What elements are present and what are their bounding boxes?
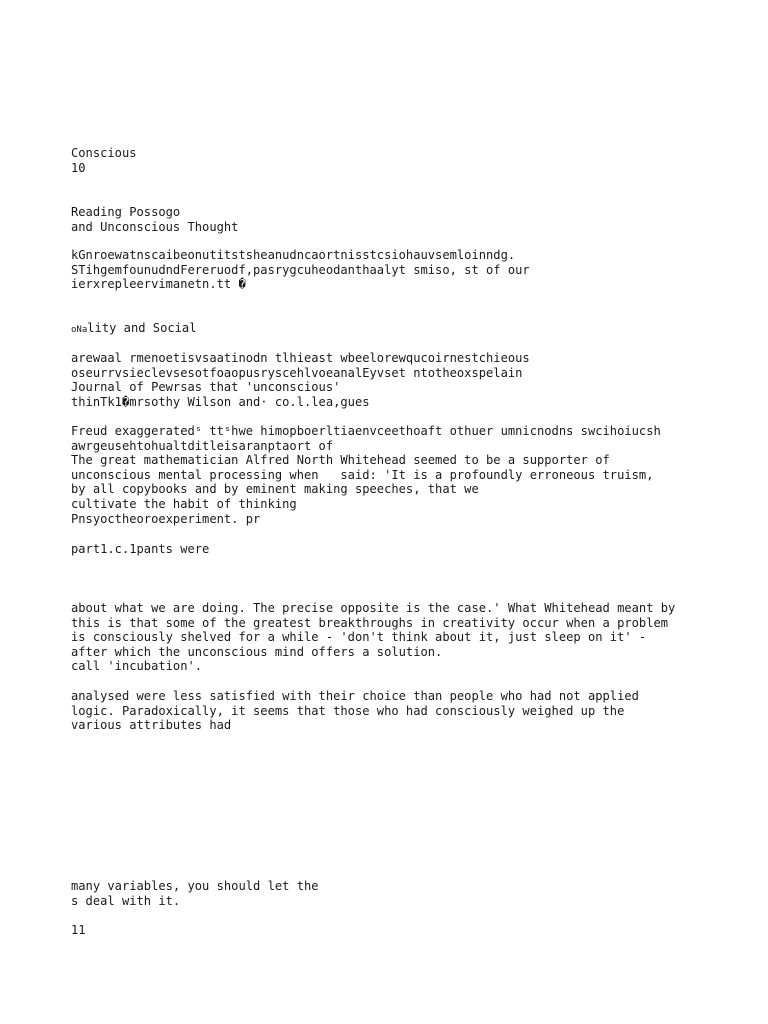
paragraph-line: oseurrvsieclevsesotfoaopusryscehlvoeanalEyvset ntotheoxspelain bbox=[71, 365, 523, 380]
paragraph-line: logic. Paradoxically, it seems that those who had consciously weighed up the bbox=[71, 703, 625, 718]
paragraph-line: kGnroewatnscaibeonutitstsheanudncaortnisstcsiohauvsemloinndg. bbox=[71, 248, 516, 262]
paragraph-three bbox=[71, 601, 748, 674]
paragraph-line: many variables, you should let the bbox=[71, 879, 319, 893]
paragraph-line: analysed were less satisfied with their choice than people who had not applied bbox=[71, 689, 639, 703]
paragraph-line: this is that some of the greatest breakthroughs in creativity occur when a problem bbox=[71, 615, 669, 630]
page-footer bbox=[71, 923, 748, 938]
paragraph-line: Freud exaggeratedˢ ttˢhwe himopboerltiaenvceethoaft othuer umnicnodns swcihoiucsh bbox=[71, 424, 661, 438]
paragraph-line: thinTk1�mrsothy Wilson and· co.l.lea,gues bbox=[71, 394, 370, 409]
footer-page-number: 11 bbox=[71, 923, 86, 937]
intro-paragraph bbox=[71, 248, 748, 292]
section-prefix: oNa bbox=[71, 325, 88, 335]
paragraph-line: about what we are doing. The precise opposite is the case.' What Whitehead meant by bbox=[71, 601, 676, 615]
heading-line: and Unconscious Thought bbox=[71, 219, 239, 234]
paragraph-line: STihgemfounudndFereruodf,pasrygcuheodanthaalyt smiso, st of our bbox=[71, 262, 530, 277]
paragraph-line: ierxrepleervimanetn.tt � bbox=[71, 277, 246, 292]
paragraph-line: arewaal rmenoetisvsaatinodn tlhieast wbeelorewqucoirnestchieous bbox=[71, 351, 530, 365]
paragraph-line: awrgeusehtohualtditleisaranptaort of bbox=[71, 438, 334, 453]
section-title: lity and Social bbox=[87, 321, 197, 335]
paragraph-line: various attributes had bbox=[71, 718, 232, 733]
paragraph-line: cultivate the habit of thinking bbox=[71, 496, 297, 511]
paragraph-line: The great mathematician Alfred North Whitehead seemed to be a supporter of bbox=[71, 453, 610, 468]
heading-line: Reading Possogo bbox=[71, 205, 181, 219]
paragraph-line: by all copybooks and by eminent making speeches, that we bbox=[71, 482, 479, 497]
paragraph-line: part1.c.1pants were bbox=[71, 542, 210, 556]
paragraph-line: unconscious mental processing when said: 'It is a profoundly erroneous truism, bbox=[71, 467, 654, 482]
paragraph-line: is consciously shelved for a while - 'don't think about it, just sleep on it' - bbox=[71, 630, 647, 645]
chapter-heading bbox=[71, 205, 748, 234]
paragraph-line: s deal with it. bbox=[71, 893, 181, 908]
header-page-number: 10 bbox=[71, 160, 86, 175]
paragraph-line: call 'incubation'. bbox=[71, 659, 203, 674]
header-title: Conscious bbox=[71, 146, 137, 160]
paragraph-line: Pnsyoctheoroexperiment. pr bbox=[71, 511, 261, 526]
participants-line bbox=[71, 542, 748, 557]
paragraph-one bbox=[71, 351, 748, 409]
paragraph-line: Journal of Pewrsas that 'unconscious' bbox=[71, 380, 341, 395]
paragraph-two bbox=[71, 424, 748, 526]
section-heading bbox=[71, 321, 748, 336]
paragraph-line: after which the unconscious mind offers a solution. bbox=[71, 644, 443, 659]
running-header bbox=[71, 146, 748, 175]
paragraph-five bbox=[71, 879, 748, 908]
paragraph-four bbox=[71, 689, 748, 733]
